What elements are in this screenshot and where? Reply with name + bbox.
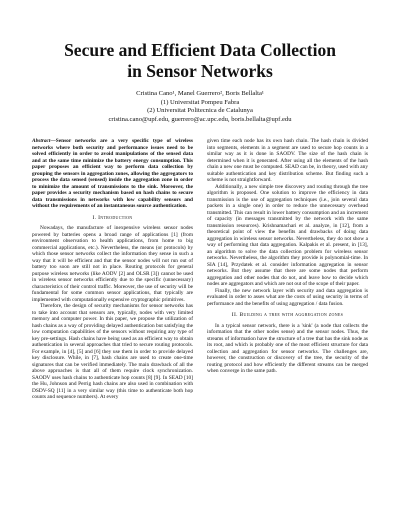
right-column (207, 138, 368, 401)
section2-paragraph-1: In a typical sensor network, there is a 'sink' (a node that collects the information that the other nodes sense) and the sensor nodes. Thus, the streams of information have the structure of a tree that has the sink node as its root, and which is probably one of the most efficient structure for data collection and aggregation for sensor networks. The challenges are, however, the construction or discovery of the tree, the security of the routing protocol and how efficiently the different streams can be merged when converge in the same path. (207, 322, 368, 374)
intro-paragraph-5: Finally, the new network layer with security and data aggregation is evaluated in order to asses what are the costs of using security in terms of performance and the benefits of using aggregation / data fusion. (207, 287, 368, 307)
section-heading-introduction: I. Introduction (92, 214, 133, 221)
left-column (32, 138, 193, 401)
paper-title (32, 0, 368, 82)
section-heading-building-tree: II. Building a tree with aggregation zones (231, 312, 344, 318)
author-emails: cristina.cano@upf.edu, guerrero@ac.upc.edu, boris.bellalta@upf.edu (108, 115, 292, 123)
intro-paragraph-4: Additionally, a new simple tree discovery and routing through the tree algorithm is proposed. One solution to improve the efficiency in data transmission is the use of aggregation techniques (i.e., join several data packets in a single one) in order to reduce the unnecessary overhead transmitted. This can result in lower battery consumption and an increment of capacity (in messages transmitted by the network with the same transmission resources). Krishnamachari et al. analyze, in [12], from a theoretical point of view the benefits and drawbacks of doing data aggregation in wireless sensor networks. Nevertheless, they do not show a way of performing that data aggregation. Kalpakis et al. present, in [13], an algorithm to solve the data collection problem for wireless sensor networks. Nevertheless, the algorithm they provide is polynomial-time. In SIA [14], Przydatek et al. consider information aggregation in sensor networks. But they assume that there are some nodes that perform aggregation and other nodes that do not, and leave how to decide which nodes are aggregators and which are not out of the scope of their paper. (207, 183, 368, 287)
abstract-label: Abstract (32, 138, 51, 144)
title-line-1: Secure and Efficient Data Collection (64, 40, 336, 60)
intro-paragraph-3: given time each node has its own hash chain. The hash chain is divided into segments, elements in a segment are used to secure hop counts in a similar way as it is done in SAODV. The size of the hash chain is determined when it is generated. After using all the elements of the hash chain a new one must be computed. SEAD can be, in theory, used with any suitable authentication and key distribution scheme. But finding such a scheme is not straightforward. (207, 138, 368, 183)
author-block (32, 90, 368, 124)
affiliation-1: (1) Universitat Pompeu Fabra (160, 98, 240, 106)
intro-paragraph-2: Therefore, the design of security mechanisms for sensor networks has to take into account that sensors are, typically, nodes with very limited memory and computer power. In this paper, we propose the utilization of hash chains as a way of providing delayed authentication but satisfying the low computation capabilities of the sensors without requiring any type of key pre-settings. Hash chains have being used as an efficient way to obtain authentication in several approaches that tried to secure routing protocols. For example, in [4], [5] and [6] they use them in order to provide delayed key disclosure. While, in [7], hash chains are used to create one-time signatures that can be verified immediately. The main drawback of all the above approaches is that all of them require clock synchronization. SAODV uses hash chains to authenticate hop counts [8] [9]. In SEAD [10] the Hu, Johnson and Perrig hash chains are also used in combination with DSDV-SQ [11] in a very similar way (this time to authenticate both hop counts and sequence numbers). At every (32, 303, 193, 400)
abstract (32, 138, 193, 210)
author-names: Cristina Cano¹, Manel Guerrero², Boris Bellalta¹ (136, 90, 264, 97)
abstract-text: —Sensor networks are a very specific type of wireless networks where both security and performance issues need to be solved efficiently in order to avoid manipulations of the sensed data and at the same time minimize the battery energy consumption. This paper proposes an efficient way to perform data collection by grouping the sensors in aggregation zones, allowing the aggregators to process the data sensed (sensed) inside the aggregation zone in order to minimize the amount of transmissions to the sink. Moreover, the paper provides a security mechanism based on hash chains to secure data transmissions in networks with low capability sensors and without the requirements of an instantaneous source authentication. (32, 138, 193, 209)
intro-paragraph-1: Nowadays, the manufacture of inexpensive wireless sensor nodes powered by batteries opens a broad range of applications [1] (from environment observation to health applications, from home to big commercial applications, etc.). Nevertheless, the means (or protocols) by which those sensor networks collect the information they sense in such a way that it will be efficient and that the sensor nodes will not run out of battery too soon are still not in place. Routing protocols for general purpose wireless networks (like AODV [2] and OLSR [3]) cannot be used in wireless sensor networks efficiently due to the specific (unnecessary) characteristics of their control traffic. Moreover, the use of security will be fundamental for some common sensor applications, that typically are implemented with computationally expensive cryptographic primitives. (32, 225, 193, 303)
two-column-body (32, 138, 368, 401)
title-line-2: in Sensor Networks (127, 61, 273, 81)
affiliation-2: (2) Universitat Politecnica de Catalunya (147, 107, 253, 115)
